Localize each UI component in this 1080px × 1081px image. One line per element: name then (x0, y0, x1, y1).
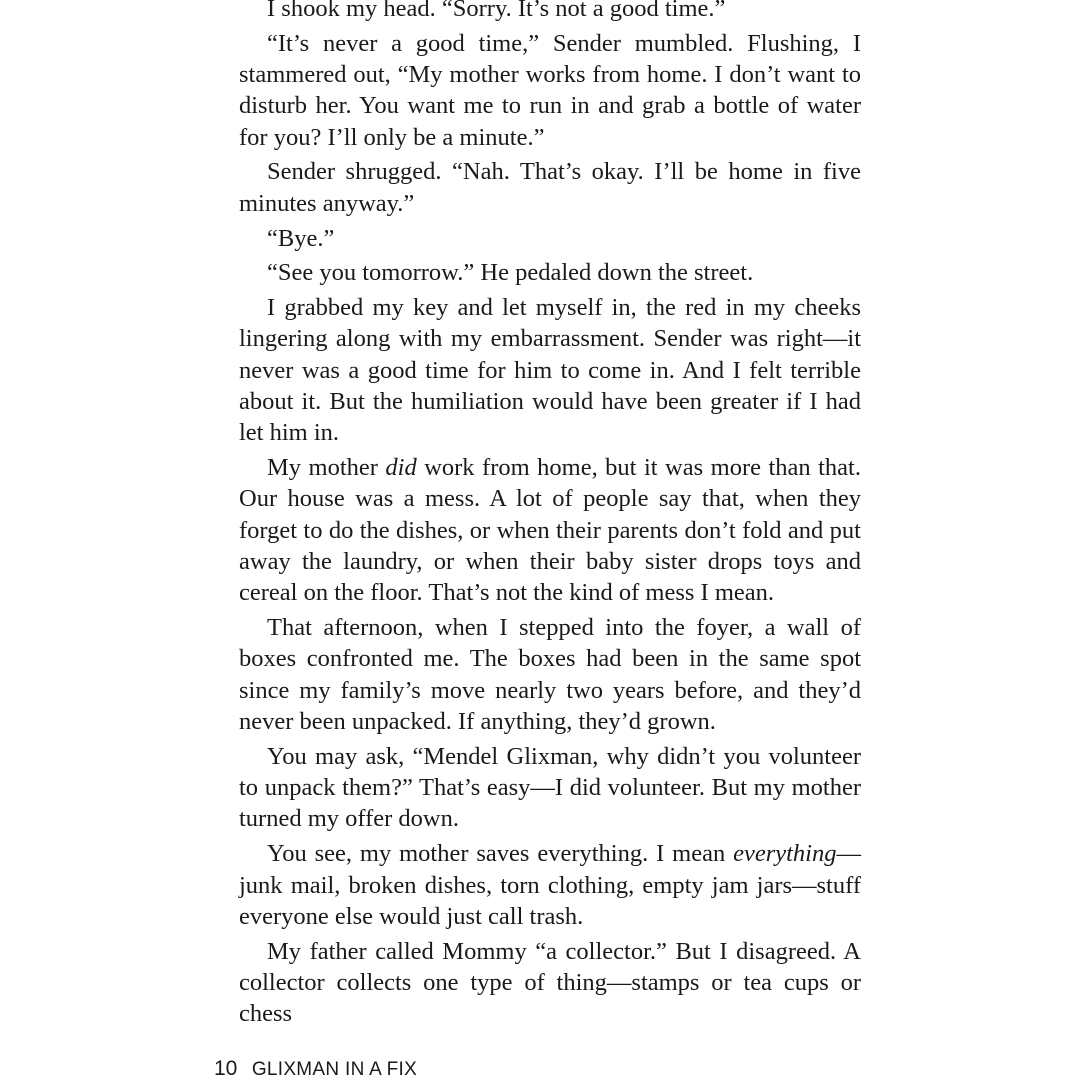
text-run: I shook my head. “Sorry. It’s not a good time.” (267, 0, 726, 22)
text-run: You may ask, “Mendel Glixman, why didn’t you volunteer to unpack them?” That’s easy—I did volunteer. But my mother turned my offer down. (239, 742, 861, 833)
paragraph (239, 28, 861, 153)
paragraph (239, 838, 861, 932)
paragraph (239, 0, 861, 24)
paragraph (239, 452, 861, 608)
italic-text: did (385, 454, 417, 482)
body-text (239, 0, 861, 1033)
text-run: “See you tomorrow.” He pedaled down the street. (267, 259, 754, 287)
italic-text: everything (733, 840, 837, 868)
text-run: That afternoon, when I stepped into the foyer, a wall of boxes confronted me. The boxes had been in the same spot since my family’s move nearly two years before, and they’d never been unpacked. If anything, they’d grown. (239, 614, 861, 736)
text-run: —junk mail, broken dishes, torn clothing, empty jam jars—stuff everyone else would just call trash. (239, 840, 861, 930)
text-run: My mother (267, 454, 386, 482)
paragraph (239, 741, 861, 835)
text-run: “Bye.” (267, 224, 335, 252)
page-number: 10 (214, 1057, 238, 1080)
text-run: My father called Mommy “a collector.” But I disagreed. A collector collects one type of thing—stamps or tea cups or chess (239, 937, 861, 1028)
page-footer (214, 1057, 417, 1081)
paragraph (239, 257, 861, 288)
paragraph (239, 292, 861, 448)
running-head: GLIXMAN IN A FIX (251, 1059, 418, 1080)
paragraph (239, 936, 861, 1030)
text-run: “It’s never a good time,” Sender mumbled. Flushing, I stammered out, “My mother works from home. I don’t want to disturb her. You want me to run in and grab a bottle of water for you? I’ll only be a minute.” (239, 29, 861, 151)
paragraph (239, 223, 861, 254)
text-run: You see, my mother saves everything. I mean (267, 840, 734, 868)
text-run: I grabbed my key and let myself in, the red in my cheeks lingering along with my embarrassment. Sender was right—it never was a good time for him to come in. And I felt terrible about it. But the humiliation would have been greater if I had let him in. (239, 294, 861, 447)
paragraph (239, 156, 861, 219)
text-run: Sender shrugged. “Nah. That’s okay. I’ll be home in five minutes anyway.” (239, 158, 861, 217)
text-run: work from home, but it was more than that. Our house was a mess. A lot of people say that, when they forget to do the dishes, or when their parents don’t fold and put away the laundry, or when their baby sister drops toys and cereal on the floor. That’s not the kind of mess I mean. (239, 454, 861, 607)
paragraph (239, 612, 861, 737)
